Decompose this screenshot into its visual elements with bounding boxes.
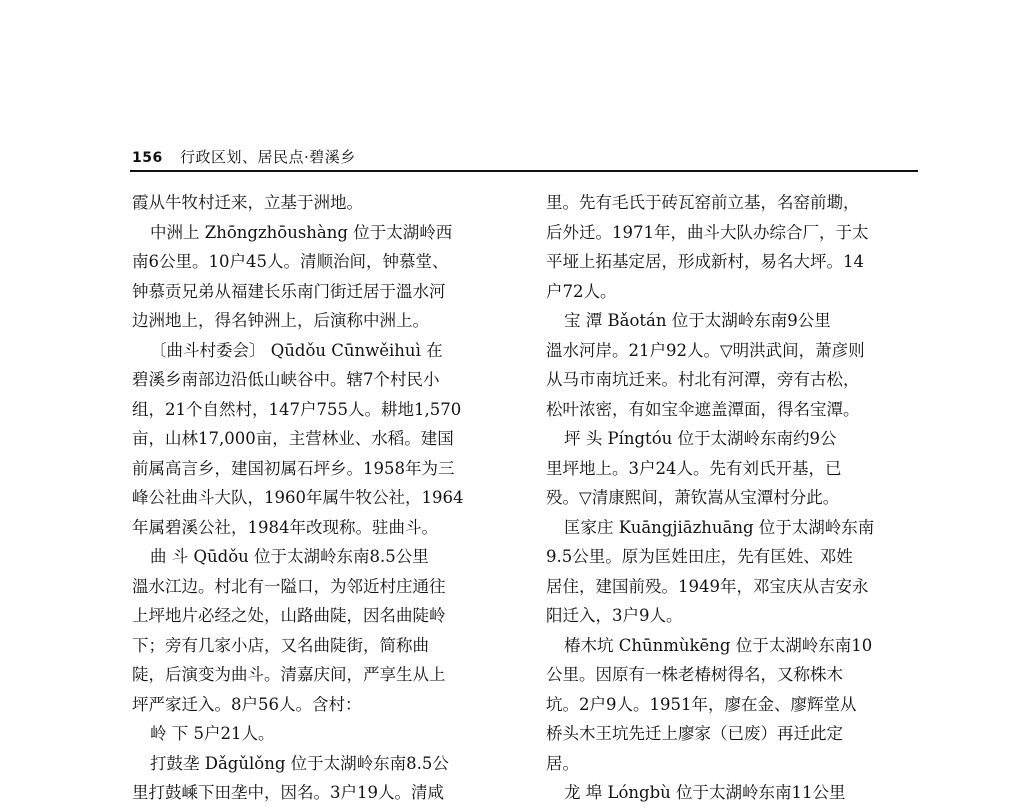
text-line: 陡，后演变为曲斗。清嘉庆间，严享生从上 (132, 665, 446, 684)
entry-heading-line: 匡家庄 Kuāngjiāzhuāng 位于太湖岭东南 (564, 517, 875, 537)
entry-heading-line: 坪 头 Píngtóu 位于太湖岭东南约9公 (564, 429, 837, 448)
page-number: 156 (132, 150, 163, 166)
header-rule (130, 170, 918, 172)
entry-heading-line: 中洲上 Zhōngzhōushàng 位于太湖岭西 (150, 222, 453, 242)
text-line: 霞从牛牧村迁来，立基于洲地。 (132, 193, 363, 212)
text-line: 溫水河岸。21户92人。▽明洪武间，萧彦则 (546, 340, 865, 360)
text-line: 殁。▽清康熙间，萧钦嵩从宝潭村分此。 (546, 488, 840, 507)
text-line: 南6公里。10户45人。清顺治间，钟慕堂、 (132, 252, 449, 271)
text-line: 里打鼓嵊下田垄中，因名。3户19人。清咸 (132, 783, 444, 802)
text-line: 公里。因原有一株老椿树得名，又称株木 (546, 665, 843, 684)
text-line: 边洲地上，得名钟洲上，后演称中洲上。 (132, 311, 429, 330)
text-line: 前属高言乡，建国初属石坪乡。1958年为三 (132, 458, 455, 478)
entry-heading-line: 岭 下 5户21人。 (150, 724, 275, 743)
text-line: 松叶浓密，有如宝伞遮盖潭面，得名宝潭。 (546, 399, 860, 419)
text-line: 峰公社曲斗大队，1960年属牛牧公社，1964 (132, 488, 464, 507)
text-line: 阳迁入，3户9人。 (546, 606, 683, 625)
text-line: 上坪地片必经之处，山路曲陡，因名曲陡岭 (132, 606, 446, 625)
text-line: 碧溪乡南部边沿低山峡谷中。辖7个村民小 (132, 370, 440, 389)
right-column (546, 188, 914, 808)
text-line: 居住，建国前殁。1949年，邓宝庆从吉安永 (546, 576, 869, 596)
text-line: 里坪地上。3户24人。先有刘氏开基，已 (546, 458, 842, 478)
text-line: 户72人。 (546, 281, 617, 301)
text-line: 亩，山林17,000亩，主营林业、水稻。建国 (132, 429, 454, 448)
text-line: 下；旁有几家小店，又名曲陡街，简称曲 (132, 635, 429, 655)
text-line: 溫水江边。村北有一隘口，为邻近村庄通往 (132, 576, 446, 596)
entry-heading-line: 宝 潭 Bǎotán 位于太湖岭东南9公里 (564, 311, 831, 330)
text-line: 里。先有毛氏于砖瓦窑前立基，名窑前墈， (546, 193, 860, 212)
text-line: 年属碧溪公社，1984年改现称。驻曲斗。 (132, 517, 438, 537)
text-line: 桥头木王坑先迁上廖家（已废）再迁此定 (546, 724, 843, 743)
left-column (132, 188, 500, 808)
entry-heading-line: 椿木坑 Chūnmùkēng 位于太湖岭东南10 (564, 635, 873, 655)
text-line: 坑。2户9人。1951年，廖在金、廖辉堂从 (546, 694, 857, 714)
entry-heading-line: 打鼓垄 Dǎgǔlǒng 位于太湖岭东南8.5公 (150, 753, 449, 773)
text-line: 组，21个自然村，147户755人。耕地1,570 (132, 399, 462, 419)
page-header (132, 146, 356, 167)
entry-heading-line: 〔曲斗村委会〕 Qūdǒu Cūnwěihuì 在 (150, 340, 443, 360)
text-line: 后外迁。1971年，曲斗大队办综合厂，于太 (546, 222, 869, 242)
entry-heading-line: 龙 埠 Lóngbù 位于太湖岭东南11公里 (564, 783, 846, 802)
text-line: 居。 (546, 753, 579, 773)
text-line: 钟慕贡兄弟从福建长乐南门街迁居于溫水河 (132, 281, 446, 301)
entry-heading-line: 曲 斗 Qūdǒu 位于太湖岭东南8.5公里 (150, 547, 429, 566)
running-title: 行政区划、居民点·碧溪乡 (180, 148, 356, 166)
text-line: 从马市南坑迁来。村北有河潭，旁有古松， (546, 370, 860, 389)
text-line: 坪严家迁入。8户56人。含村： (132, 694, 362, 714)
text-line: 平垭上拓基定居，形成新村，易名大坪。14 (546, 252, 864, 271)
text-line: 9.5公里。原为匡姓田庄，先有匡姓、邓姓 (546, 547, 853, 566)
